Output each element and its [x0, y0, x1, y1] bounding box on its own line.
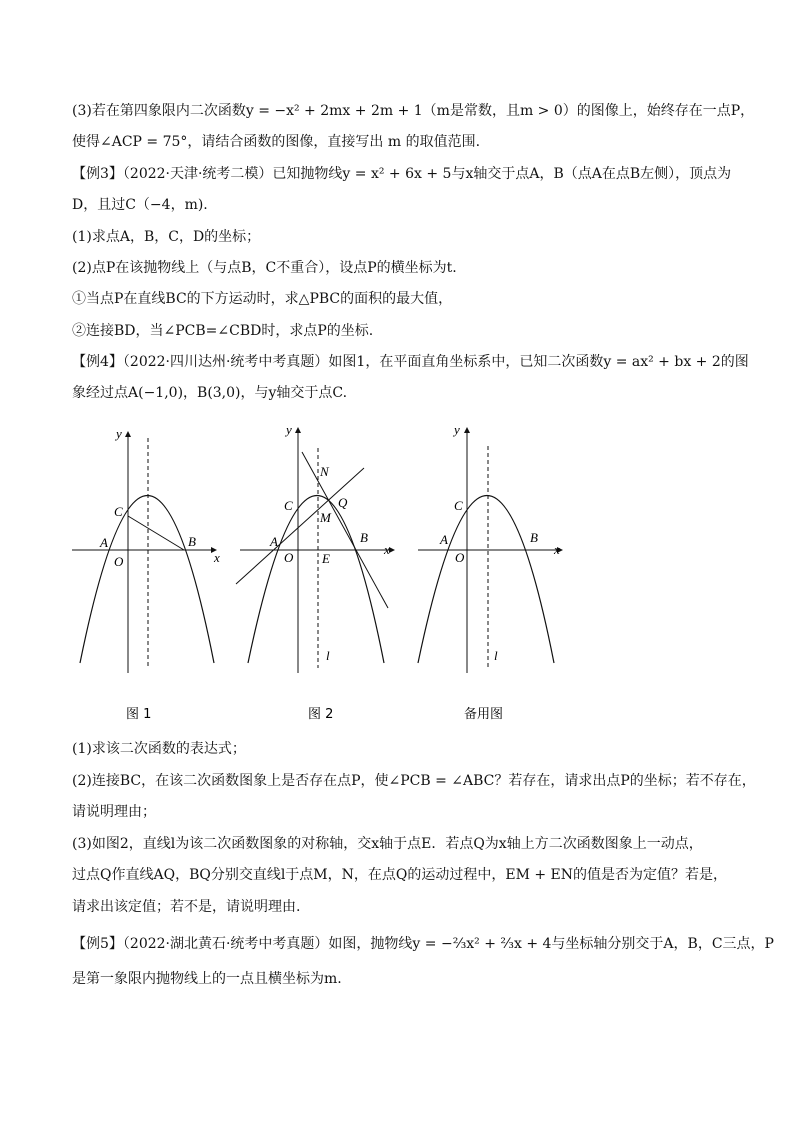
- text-line: (3)若在第四象限内二次函数y = −x² + 2mx + 2m + 1（m是常数，且m > 0）的图像上，始终存在一点P，: [72, 103, 755, 119]
- label-x: x: [214, 550, 220, 565]
- text-line: (2)连接BC，在该二次函数图象上是否存在点P，使∠PCB = ∠ABC？若存在，请求出点P的坐标；若不存在，: [72, 773, 756, 789]
- label-q: Q: [338, 495, 348, 510]
- line-aq: [236, 468, 364, 584]
- label-l: l: [326, 648, 330, 663]
- segment-cb: [128, 516, 184, 550]
- label-x: x: [384, 542, 390, 557]
- label-c: C: [284, 498, 293, 513]
- label-x: x: [554, 542, 560, 557]
- caption-figure-1: 图 1: [126, 707, 152, 722]
- text-line: 【例5】（2022·湖北黄石·统考中考真题）如图，抛物线y = −⅔x² + ⅔x + 4与坐标轴分别交于A，B，C三点，P: [72, 936, 774, 952]
- text-line: ①当点P在直线BC的下方运动时，求△PBC的面积的最大值，: [72, 291, 453, 307]
- text-line: 请说明理由；: [72, 804, 156, 820]
- figure-1: [72, 426, 220, 722]
- text-line: 请求出该定值；若不是，请说明理由.: [72, 899, 301, 915]
- label-e: E: [322, 551, 330, 566]
- label-a: A: [270, 534, 278, 549]
- label-o: O: [455, 550, 465, 565]
- label-b: B: [360, 530, 368, 545]
- parabola: [248, 496, 384, 664]
- text-line: (1)求点A，B，C，D的坐标；: [72, 229, 261, 245]
- label-c: C: [454, 498, 463, 513]
- label-a: A: [440, 532, 448, 547]
- label-m: M: [320, 510, 331, 525]
- label-b: B: [530, 530, 538, 545]
- text-line: (2)点P在该抛物线上（与点B，C不重合），设点P的横坐标为t.: [72, 260, 457, 276]
- text-line: 过点Q作直线AQ，BQ分别交直线l于点M，N，在点Q的运动过程中，EM + EN的值是否为定值？若是，: [72, 867, 728, 883]
- figures-row: [64, 418, 584, 728]
- label-b: B: [188, 534, 196, 549]
- text-line: D，且过C（−4，m).: [72, 197, 208, 213]
- text-line: 是第一象限内抛物线上的一点且横坐标为m.: [72, 971, 342, 987]
- text-line: (1)求该二次函数的表达式；: [72, 741, 246, 757]
- parabola: [418, 496, 554, 664]
- label-y: y: [116, 426, 122, 441]
- label-c: C: [114, 504, 123, 519]
- line-bq: [302, 452, 388, 608]
- caption-figure-2: 图 2: [308, 707, 334, 722]
- text-line: 使得∠ACP = 75°，请结合函数的图像，直接写出 m 的取值范围.: [72, 134, 481, 150]
- label-y: y: [454, 422, 460, 437]
- figure-spare: [418, 422, 562, 722]
- figures-svg: [64, 418, 584, 728]
- label-o: O: [284, 550, 294, 565]
- text-line: 【例3】（2022·天津·统考二模）已知抛物线y = x² + 6x + 5与x轴交于点A，B（点A在点B左侧），顶点为: [72, 166, 732, 182]
- text-line: ②连接BD，当∠PCB=∠CBD时，求点P的坐标.: [72, 323, 374, 339]
- text-line: 【例4】（2022·四川达州·统考中考真题）如图1，在平面直角坐标系中，已知二次函数y = ax² + bx + 2的图: [72, 354, 749, 370]
- label-l: l: [494, 648, 498, 663]
- text-line: 象经过点A(−1,0)，B(3,0)，与y轴交于点C.: [72, 385, 348, 401]
- figure-2: [236, 422, 394, 722]
- label-y: y: [286, 422, 292, 437]
- label-n: N: [320, 464, 329, 479]
- caption-figure-spare: 备用图: [464, 707, 504, 722]
- label-o: O: [114, 554, 124, 569]
- text-line: (3)如图2，直线l为该二次函数图象的对称轴，交x轴于点E．若点Q为x轴上方二次函数图象上一动点，: [72, 836, 703, 852]
- parabola: [80, 496, 214, 664]
- label-a: A: [100, 535, 108, 550]
